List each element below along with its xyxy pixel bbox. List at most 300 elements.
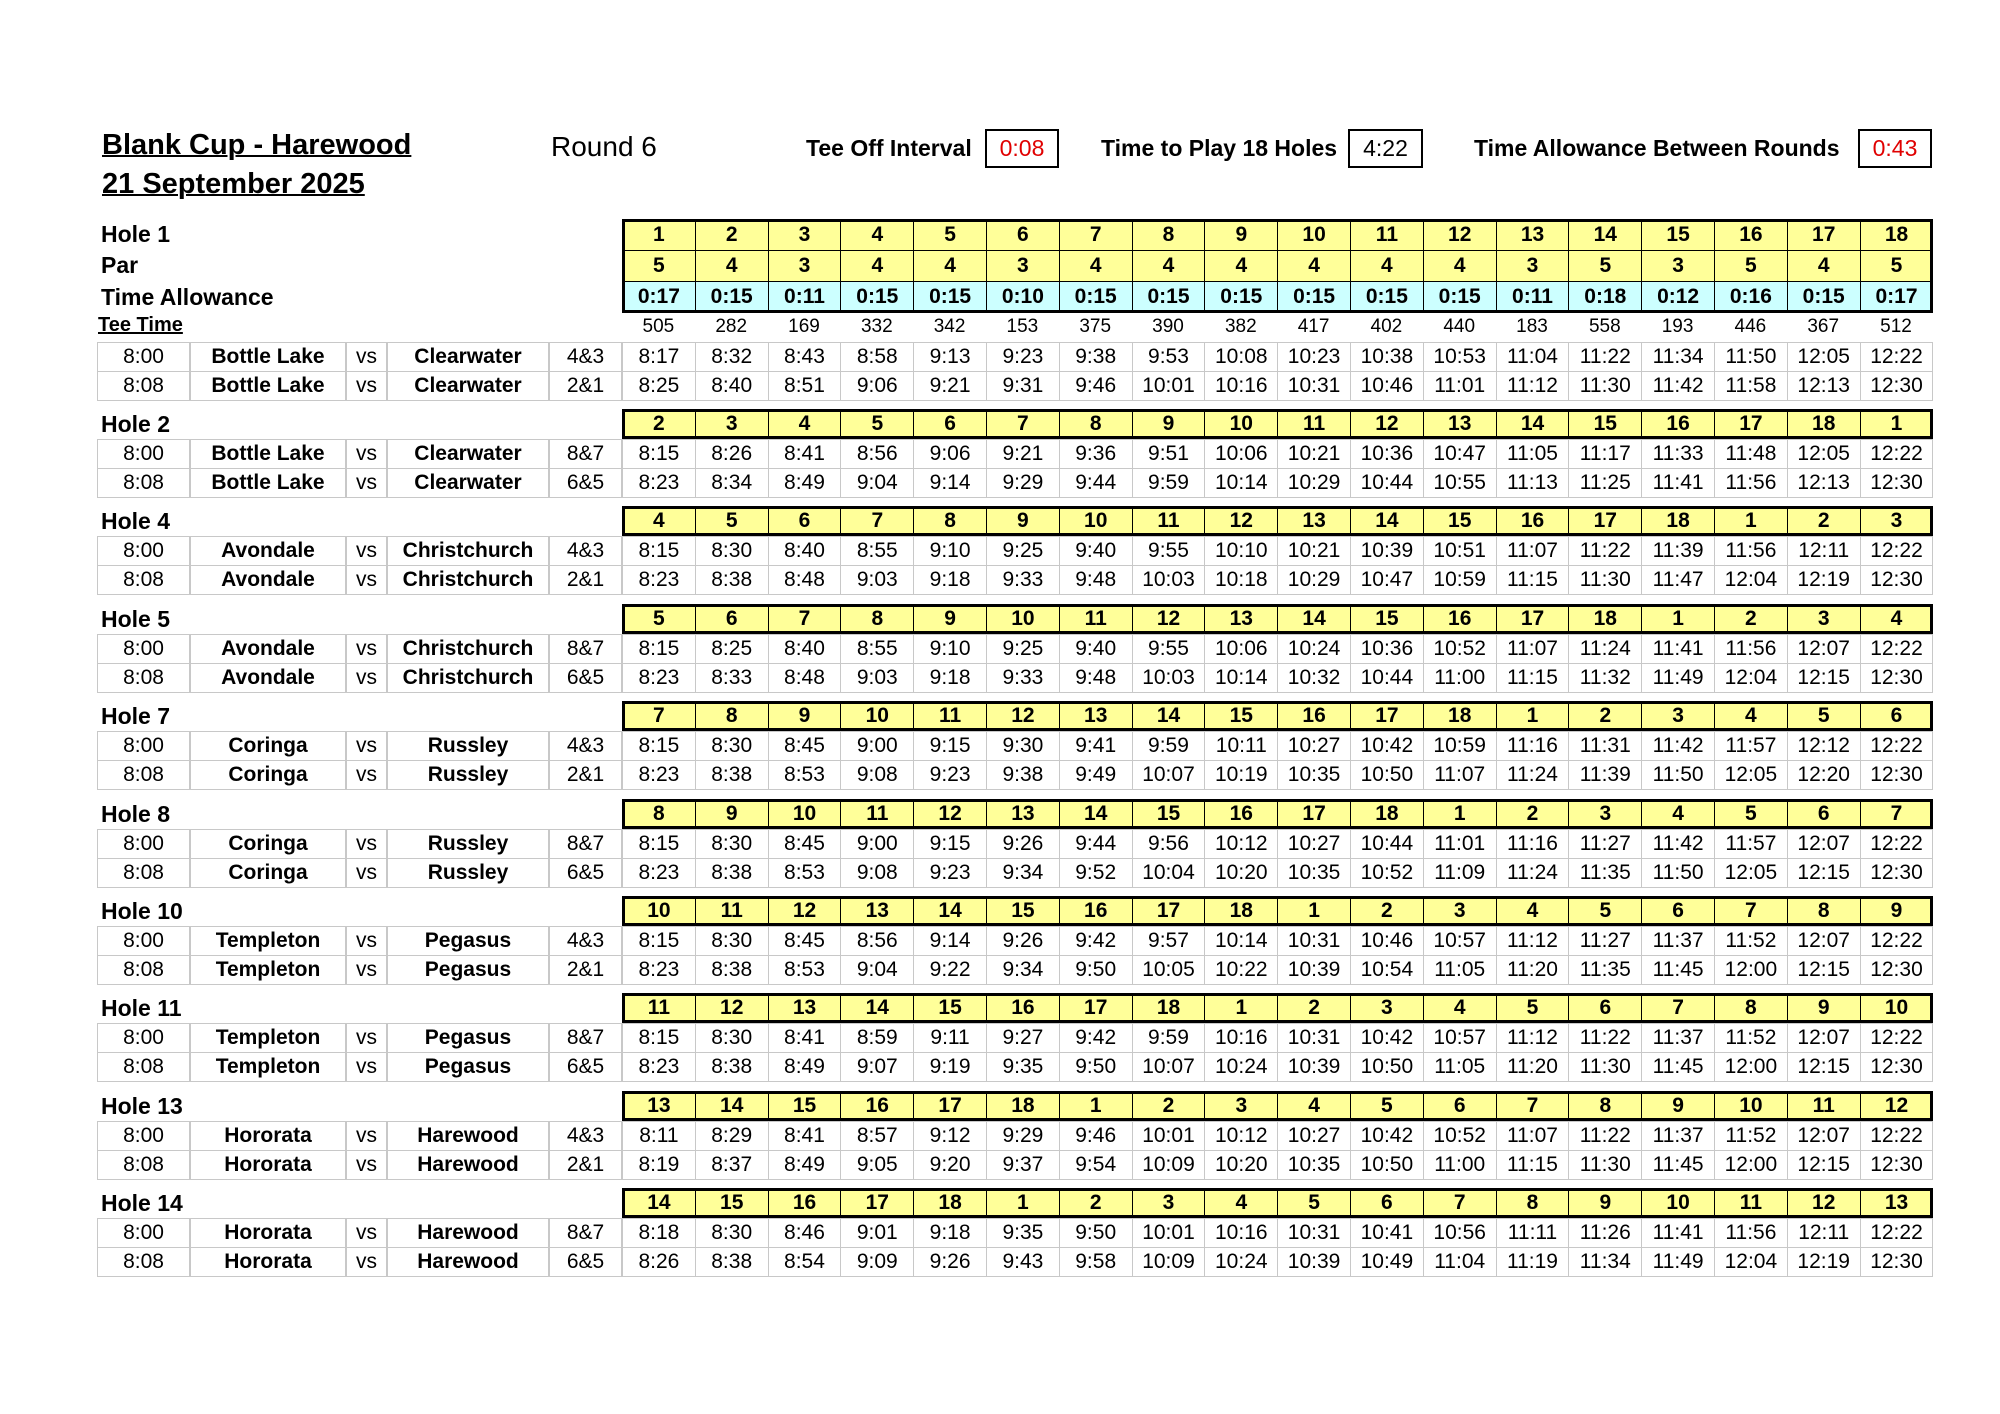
start-hole-cell: 1	[1714, 506, 1788, 536]
hole-time-cell: 9:50	[1059, 1218, 1133, 1248]
hole-time-cell: 11:45	[1641, 955, 1715, 985]
hole-time-cell: 12:22	[1860, 634, 1934, 664]
hole-time-cell: 11:16	[1496, 731, 1570, 761]
hole-time-cell: 12:22	[1860, 439, 1934, 469]
time-allowance-cell: 0:15	[1350, 281, 1424, 313]
away-team-cell: Pegasus	[387, 1023, 549, 1053]
hole-time-cell: 10:03	[1132, 565, 1206, 595]
result-cell: 2&1	[549, 760, 622, 790]
hole-time-cell: 10:04	[1132, 858, 1206, 888]
hole-time-cell: 8:49	[768, 1052, 842, 1082]
hole-time-cell: 12:07	[1787, 1121, 1861, 1151]
section-hole-label: Hole 11	[101, 995, 182, 1022]
hole-time-cell: 11:37	[1641, 1121, 1715, 1151]
hole-time-cell: 11:04	[1423, 1247, 1497, 1277]
tee-time-cell: 8:08	[97, 760, 190, 790]
hole-time-cell: 9:04	[840, 468, 914, 498]
hole-time-cell: 8:49	[768, 1150, 842, 1180]
hole-time-cell: 9:49	[1059, 760, 1133, 790]
start-hole-cell: 17	[1277, 799, 1351, 829]
hole-time-cell: 11:32	[1568, 663, 1642, 693]
hole-time-cell: 8:15	[622, 634, 696, 664]
start-hole-cell: 3	[1204, 1091, 1278, 1121]
hole-time-cell: 11:15	[1496, 1150, 1570, 1180]
par-cell: 4	[1132, 250, 1206, 282]
start-hole-cell: 12	[1787, 1188, 1861, 1218]
hole-time-cell: 11:35	[1568, 858, 1642, 888]
hole-time-cell: 10:11	[1204, 731, 1278, 761]
tee-time-cell: 8:08	[97, 858, 190, 888]
hole-number-cell: 5	[913, 219, 987, 251]
hole-time-cell: 11:31	[1568, 731, 1642, 761]
yardage-cell: 558	[1588, 316, 1621, 337]
time-allowance-cell: 0:15	[1059, 281, 1133, 313]
start-hole-cell: 9	[695, 799, 769, 829]
time-to-play-value: 4:22	[1348, 129, 1423, 168]
time-allowance-cell: 0:15	[1423, 281, 1497, 313]
hole-time-cell: 11:52	[1714, 926, 1788, 956]
hole-number-cell: 1	[622, 219, 696, 251]
hole-time-cell: 10:31	[1277, 1023, 1351, 1053]
start-hole-cell: 14	[1132, 701, 1206, 731]
start-hole-cell: 8	[1059, 409, 1133, 439]
tee-time-cell: 8:00	[97, 342, 190, 372]
start-hole-cell: 1	[986, 1188, 1060, 1218]
section-hole-label: Hole 7	[101, 703, 171, 730]
hole-time-cell: 12:12	[1787, 731, 1861, 761]
home-team-cell: Templeton	[190, 926, 346, 956]
hole-time-cell: 8:23	[622, 955, 696, 985]
hole-number-cell: 2	[695, 219, 769, 251]
hole-time-cell: 12:04	[1714, 663, 1788, 693]
start-hole-cell: 12	[1204, 506, 1278, 536]
hole-time-cell: 11:34	[1641, 342, 1715, 372]
hole-number-cell: 16	[1714, 219, 1788, 251]
hole-time-cell: 8:25	[695, 634, 769, 664]
hole-time-cell: 10:23	[1277, 342, 1351, 372]
hole-time-cell: 10:50	[1350, 1052, 1424, 1082]
home-team-cell: Avondale	[190, 663, 346, 693]
vs-cell: vs	[346, 439, 387, 469]
start-hole-cell: 12	[1350, 409, 1424, 439]
start-hole-cell: 13	[840, 896, 914, 926]
hole-time-cell: 12:22	[1860, 926, 1934, 956]
hole-number-cell: 15	[1641, 219, 1715, 251]
result-cell: 4&3	[549, 342, 622, 372]
hole-time-cell: 8:38	[695, 858, 769, 888]
tee-time-cell: 8:08	[97, 663, 190, 693]
hole-time-cell: 12:00	[1714, 1052, 1788, 1082]
away-team-cell: Christchurch	[387, 634, 549, 664]
hole-time-cell: 9:26	[913, 1247, 987, 1277]
hole-time-cell: 8:48	[768, 565, 842, 595]
start-hole-cell: 1	[1496, 701, 1570, 731]
start-hole-cell: 18	[1132, 993, 1206, 1023]
hole-time-cell: 10:27	[1277, 731, 1351, 761]
hole-time-cell: 8:23	[622, 468, 696, 498]
start-hole-cell: 15	[1568, 409, 1642, 439]
hole-time-cell: 12:07	[1787, 926, 1861, 956]
away-team-cell: Pegasus	[387, 955, 549, 985]
hole-number-cell: 11	[1350, 219, 1424, 251]
hole-time-cell: 8:41	[768, 439, 842, 469]
start-hole-cell: 15	[695, 1188, 769, 1218]
hole-time-cell: 9:00	[840, 731, 914, 761]
away-team-cell: Clearwater	[387, 439, 549, 469]
par-cell: 5	[1714, 250, 1788, 282]
hole-time-cell: 10:35	[1277, 858, 1351, 888]
vs-cell: vs	[346, 926, 387, 956]
start-hole-cell: 3	[1132, 1188, 1206, 1218]
hole-time-cell: 9:14	[913, 926, 987, 956]
section-hole-label: Hole 13	[101, 1092, 183, 1119]
hole-time-cell: 8:55	[840, 536, 914, 566]
start-hole-cell: 16	[1423, 604, 1497, 634]
hole-time-cell: 9:09	[840, 1247, 914, 1277]
hole-time-cell: 12:22	[1860, 731, 1934, 761]
start-hole-cell: 17	[1496, 604, 1570, 634]
hole-time-cell: 10:38	[1350, 342, 1424, 372]
time-allowance-cell: 0:16	[1714, 281, 1788, 313]
hole-time-cell: 8:15	[622, 829, 696, 859]
hole-time-cell: 9:30	[986, 731, 1060, 761]
par-cell: 4	[1787, 250, 1861, 282]
start-hole-cell: 11	[695, 896, 769, 926]
result-cell: 4&3	[549, 926, 622, 956]
hole-time-cell: 11:47	[1641, 565, 1715, 595]
tee-time-cell: 8:08	[97, 1150, 190, 1180]
start-hole-cell: 13	[986, 799, 1060, 829]
hole-time-cell: 8:40	[768, 536, 842, 566]
hole-time-cell: 10:06	[1204, 634, 1278, 664]
start-hole-cell: 5	[1350, 1091, 1424, 1121]
hole-number-cell: 4	[840, 219, 914, 251]
hole-time-cell: 11:57	[1714, 731, 1788, 761]
time-allowance-cell: 0:11	[1496, 281, 1570, 313]
hole-time-cell: 9:08	[840, 760, 914, 790]
hole-number-cell: 18	[1860, 219, 1934, 251]
hole-time-cell: 9:23	[913, 760, 987, 790]
start-hole-cell: 10	[1641, 1188, 1715, 1218]
hole-time-cell: 11:50	[1641, 858, 1715, 888]
time-allowance-cell: 0:15	[1132, 281, 1206, 313]
par-label: Par	[101, 252, 139, 278]
hole-time-cell: 11:24	[1496, 858, 1570, 888]
time-allowance-cell: 0:18	[1568, 281, 1642, 313]
hole-time-cell: 11:45	[1641, 1150, 1715, 1180]
start-hole-cell: 18	[1568, 604, 1642, 634]
hole-time-cell: 9:15	[913, 731, 987, 761]
hole-time-cell: 11:37	[1641, 1023, 1715, 1053]
start-hole-cell: 7	[1860, 799, 1934, 829]
home-team-cell: Templeton	[190, 1052, 346, 1082]
hole-time-cell: 8:32	[695, 342, 769, 372]
hole-time-cell: 9:03	[840, 565, 914, 595]
vs-cell: vs	[346, 1218, 387, 1248]
start-hole-cell: 10	[622, 896, 696, 926]
vs-cell: vs	[346, 342, 387, 372]
hole-time-cell: 11:05	[1423, 955, 1497, 985]
hole-time-cell: 10:10	[1204, 536, 1278, 566]
vs-cell: vs	[346, 468, 387, 498]
tee-time-cell: 8:00	[97, 536, 190, 566]
home-team-cell: Avondale	[190, 536, 346, 566]
start-hole-cell: 6	[1787, 799, 1861, 829]
yardage-cell: 183	[1516, 316, 1548, 337]
hole-time-cell: 8:59	[840, 1023, 914, 1053]
hole-time-cell: 9:54	[1059, 1150, 1133, 1180]
start-hole-cell: 1	[1423, 799, 1497, 829]
hole-time-cell: 11:56	[1714, 536, 1788, 566]
hole-time-cell: 9:52	[1059, 858, 1133, 888]
hole-time-cell: 12:30	[1860, 955, 1934, 985]
tee-time-cell: 8:00	[97, 731, 190, 761]
start-hole-cell: 7	[1714, 896, 1788, 926]
hole-time-cell: 11:56	[1714, 468, 1788, 498]
hole-number-cell: 17	[1787, 219, 1861, 251]
start-hole-cell: 10	[1059, 506, 1133, 536]
start-hole-cell: 1	[1641, 604, 1715, 634]
hole-time-cell: 9:42	[1059, 926, 1133, 956]
result-cell: 2&1	[549, 565, 622, 595]
hole-time-cell: 12:15	[1787, 663, 1861, 693]
start-hole-cell: 15	[986, 896, 1060, 926]
allowance-between-rounds-value: 0:43	[1858, 129, 1932, 168]
hole-time-cell: 12:13	[1787, 468, 1861, 498]
start-hole-cell: 2	[1787, 506, 1861, 536]
hole-time-cell: 10:39	[1350, 536, 1424, 566]
start-hole-cell: 3	[1568, 799, 1642, 829]
hole-time-cell: 9:10	[913, 536, 987, 566]
start-hole-cell: 3	[1350, 993, 1424, 1023]
yardage-cell: 367	[1807, 316, 1840, 337]
hole-time-cell: 11:17	[1568, 439, 1642, 469]
start-hole-cell: 16	[840, 1091, 914, 1121]
hole-time-cell: 10:59	[1423, 731, 1497, 761]
yardage-cell: 193	[1661, 316, 1694, 337]
start-hole-cell: 2	[622, 409, 696, 439]
hole-time-cell: 10:57	[1423, 926, 1497, 956]
start-hole-cell: 2	[1714, 604, 1788, 634]
start-hole-cell: 7	[840, 506, 914, 536]
hole-time-cell: 11:00	[1423, 663, 1497, 693]
section-hole-label: Hole 5	[101, 605, 171, 632]
start-hole-cell: 17	[1350, 701, 1424, 731]
start-hole-cell: 8	[840, 604, 914, 634]
start-hole-cell: 15	[1350, 604, 1424, 634]
start-hole-cell: 6	[913, 409, 987, 439]
hole-time-cell: 9:36	[1059, 439, 1133, 469]
allowance-between-rounds-label: Time Allowance Between Rounds	[1474, 135, 1840, 161]
section-hole-label: Hole 10	[101, 898, 183, 924]
tee-time-cell: 8:08	[97, 565, 190, 595]
tee-time-cell: 8:08	[97, 1052, 190, 1082]
hole-time-cell: 8:51	[768, 371, 842, 401]
par-cell: 4	[1350, 250, 1424, 282]
hole-time-cell: 8:40	[768, 634, 842, 664]
hole-time-cell: 9:55	[1132, 634, 1206, 664]
start-hole-cell: 5	[840, 409, 914, 439]
start-hole-cell: 6	[695, 604, 769, 634]
hole-time-cell: 11:15	[1496, 663, 1570, 693]
hole-time-cell: 12:07	[1787, 1023, 1861, 1053]
hole-time-cell: 8:37	[695, 1150, 769, 1180]
hole-time-cell: 9:35	[986, 1218, 1060, 1248]
hole-time-cell: 8:15	[622, 731, 696, 761]
hole-time-cell: 11:41	[1641, 1218, 1715, 1248]
hole-time-cell: 10:14	[1204, 926, 1278, 956]
hole-time-cell: 11:42	[1641, 829, 1715, 859]
hole-time-cell: 11:39	[1641, 536, 1715, 566]
home-team-cell: Hororata	[190, 1121, 346, 1151]
hole-time-cell: 9:18	[913, 565, 987, 595]
start-hole-cell: 7	[1423, 1188, 1497, 1218]
hole-time-cell: 12:05	[1714, 760, 1788, 790]
start-hole-cell: 9	[1568, 1188, 1642, 1218]
start-hole-cell: 13	[1059, 701, 1133, 731]
hole-time-cell: 10:29	[1277, 565, 1351, 595]
yardage-cell: 332	[860, 316, 893, 337]
vs-cell: vs	[346, 1247, 387, 1277]
hole-time-cell: 12:20	[1787, 760, 1861, 790]
hole-time-cell: 8:45	[768, 926, 842, 956]
result-cell: 2&1	[549, 371, 622, 401]
hole-time-cell: 9:38	[1059, 342, 1133, 372]
hole-time-cell: 9:25	[986, 634, 1060, 664]
hole-time-cell: 9:59	[1132, 731, 1206, 761]
time-allowance-cell: 0:17	[622, 281, 696, 313]
yardage-cell: 440	[1443, 316, 1476, 337]
tee-time-cell: 8:08	[97, 955, 190, 985]
away-team-cell: Russley	[387, 731, 549, 761]
hole-time-cell: 11:07	[1496, 536, 1570, 566]
result-cell: 4&3	[549, 536, 622, 566]
hole-time-cell: 11:27	[1568, 829, 1642, 859]
hole-time-cell: 9:51	[1132, 439, 1206, 469]
hole-time-cell: 11:48	[1714, 439, 1788, 469]
yardage-cell: 342	[933, 316, 966, 337]
start-hole-cell: 5	[1568, 896, 1642, 926]
hole-time-cell: 12:22	[1860, 342, 1934, 372]
hole-time-cell: 8:23	[622, 858, 696, 888]
hole-time-cell: 9:58	[1059, 1247, 1133, 1277]
vs-cell: vs	[346, 663, 387, 693]
away-team-cell: Clearwater	[387, 342, 549, 372]
result-cell: 8&7	[549, 634, 622, 664]
start-hole-cell: 14	[1496, 409, 1570, 439]
hole-time-cell: 10:09	[1132, 1247, 1206, 1277]
hole-time-cell: 10:31	[1277, 1218, 1351, 1248]
hole-time-cell: 9:26	[986, 926, 1060, 956]
hole-time-cell: 10:32	[1277, 663, 1351, 693]
hole-time-cell: 10:59	[1423, 565, 1497, 595]
vs-cell: vs	[346, 371, 387, 401]
hole-time-cell: 8:49	[768, 468, 842, 498]
start-hole-cell: 12	[1132, 604, 1206, 634]
hole-time-cell: 8:38	[695, 565, 769, 595]
hole-time-cell: 9:14	[913, 468, 987, 498]
hole-time-cell: 11:50	[1714, 342, 1788, 372]
hole-time-cell: 12:04	[1714, 565, 1788, 595]
hole-time-cell: 8:56	[840, 439, 914, 469]
hole-time-cell: 12:15	[1787, 1052, 1861, 1082]
hole-time-cell: 9:33	[986, 565, 1060, 595]
hole-time-cell: 8:15	[622, 439, 696, 469]
tee-time-cell: 8:08	[97, 468, 190, 498]
hole-time-cell: 8:40	[695, 371, 769, 401]
hole-time-cell: 8:30	[695, 731, 769, 761]
hole-time-cell: 8:11	[622, 1121, 696, 1151]
home-team-cell: Coringa	[190, 858, 346, 888]
hole-time-cell: 10:35	[1277, 1150, 1351, 1180]
hole-time-cell: 12:05	[1787, 342, 1861, 372]
start-hole-cell: 11	[622, 993, 696, 1023]
home-team-cell: Coringa	[190, 760, 346, 790]
hole-time-cell: 12:30	[1860, 858, 1934, 888]
hole-time-cell: 11:25	[1568, 468, 1642, 498]
start-hole-cell: 14	[695, 1091, 769, 1121]
hole-time-cell: 10:42	[1350, 731, 1424, 761]
yardage-cell: 417	[1297, 316, 1330, 337]
vs-cell: vs	[346, 955, 387, 985]
hole-time-cell: 10:07	[1132, 760, 1206, 790]
hole-time-cell: 9:50	[1059, 955, 1133, 985]
start-hole-cell: 2	[1059, 1188, 1133, 1218]
away-team-cell: Christchurch	[387, 663, 549, 693]
home-team-cell: Templeton	[190, 955, 346, 985]
hole-time-cell: 9:26	[986, 829, 1060, 859]
hole-time-cell: 10:24	[1204, 1247, 1278, 1277]
start-hole-cell: 10	[1204, 409, 1278, 439]
start-hole-cell: 11	[840, 799, 914, 829]
hole-time-cell: 10:27	[1277, 1121, 1351, 1151]
vs-cell: vs	[346, 1150, 387, 1180]
result-cell: 4&3	[549, 731, 622, 761]
vs-cell: vs	[346, 565, 387, 595]
start-hole-cell: 10	[986, 604, 1060, 634]
par-cell: 3	[1641, 250, 1715, 282]
away-team-cell: Christchurch	[387, 565, 549, 595]
start-hole-cell: 8	[1787, 896, 1861, 926]
hole-time-cell: 8:23	[622, 663, 696, 693]
hole-time-cell: 10:51	[1423, 536, 1497, 566]
start-hole-cell: 17	[1714, 409, 1788, 439]
hole-time-cell: 10:49	[1350, 1247, 1424, 1277]
sheet-date: 21 September 2025	[102, 168, 365, 200]
hole-time-cell: 8:53	[768, 955, 842, 985]
start-hole-cell: 11	[1787, 1091, 1861, 1121]
hole-time-cell: 10:44	[1350, 468, 1424, 498]
start-hole-cell: 5	[1714, 799, 1788, 829]
hole-time-cell: 11:12	[1496, 926, 1570, 956]
hole-time-cell: 10:01	[1132, 1121, 1206, 1151]
hole-time-cell: 9:55	[1132, 536, 1206, 566]
time-allowance-cell: 0:12	[1641, 281, 1715, 313]
hole-time-cell: 11:24	[1496, 760, 1570, 790]
start-hole-cell: 18	[913, 1188, 987, 1218]
hole-time-cell: 12:05	[1787, 439, 1861, 469]
start-hole-cell: 15	[913, 993, 987, 1023]
hole-time-cell: 10:12	[1204, 829, 1278, 859]
start-hole-cell: 5	[622, 604, 696, 634]
round-label: Round 6	[551, 131, 657, 162]
hole-time-cell: 10:50	[1350, 1150, 1424, 1180]
start-hole-cell: 7	[1641, 993, 1715, 1023]
start-hole-cell: 2	[1496, 799, 1570, 829]
hole-time-cell: 10:20	[1204, 858, 1278, 888]
start-hole-cell: 7	[1496, 1091, 1570, 1121]
hole-time-cell: 11:39	[1568, 760, 1642, 790]
